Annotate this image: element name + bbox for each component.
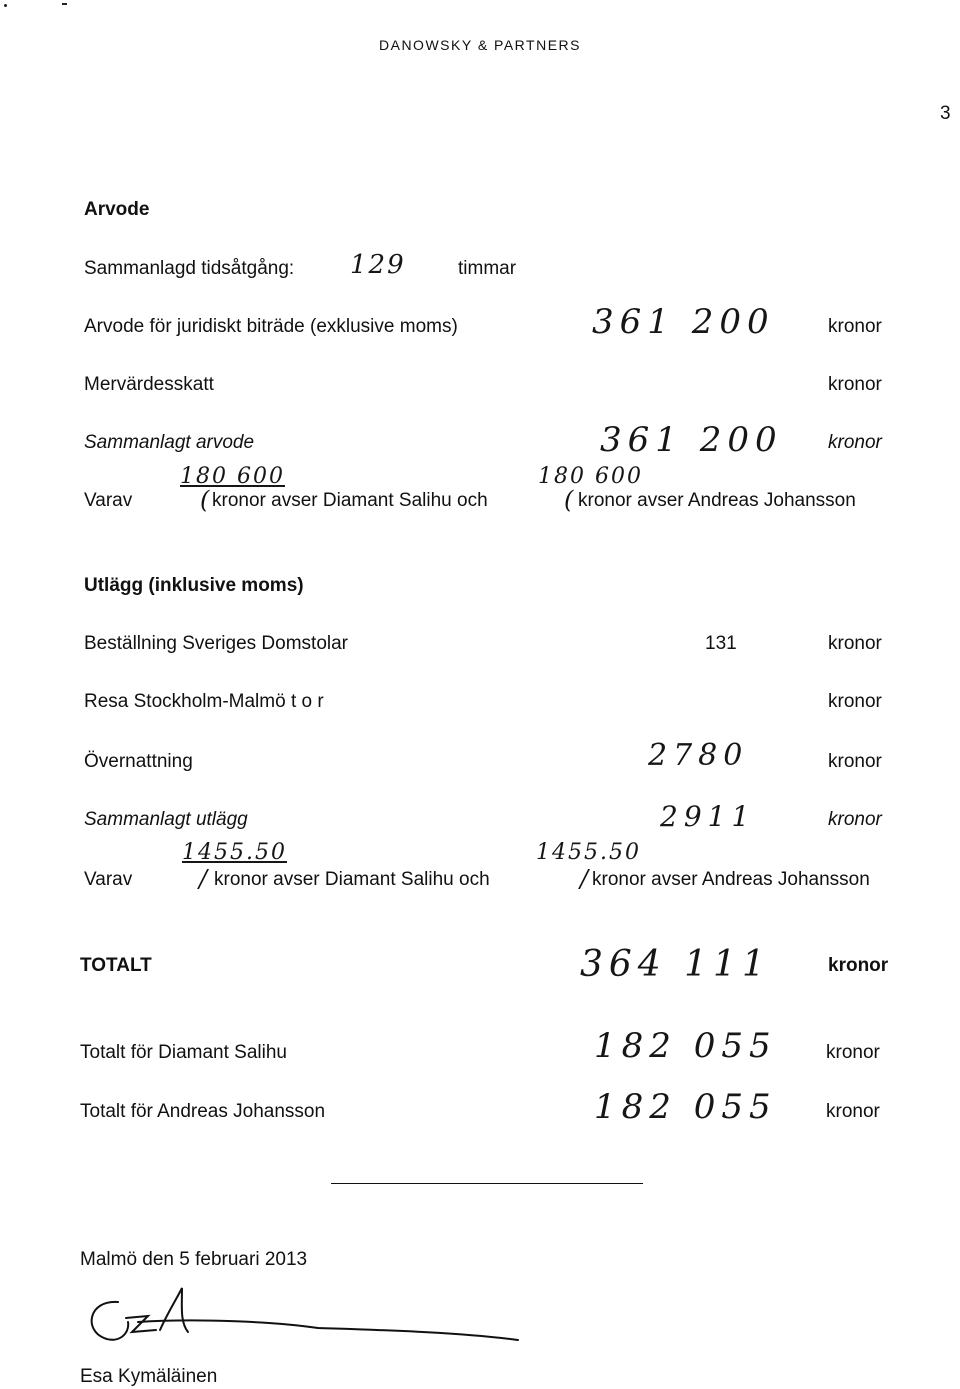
arvode-split-2-text: kronor avser Andreas Johansson [578, 490, 856, 511]
arvode-total-label: Sammanlagt arvode [84, 432, 255, 453]
vat-label: Mervärdesskatt [84, 374, 214, 395]
person-2-total-value: 182 055 [594, 1087, 777, 1127]
person-2-total-currency: kronor [826, 1101, 880, 1122]
paren-mark: ( [564, 486, 574, 514]
fee-value: 361 200 [592, 302, 775, 342]
night-currency: kronor [828, 751, 882, 772]
signature [78, 1282, 538, 1362]
fee-currency: kronor [828, 316, 882, 337]
person-1-total-label: Totalt för Diamant Salihu [80, 1042, 287, 1063]
utlagg-total-value: 2911 [660, 800, 756, 833]
grand-total-currency: kronor [828, 955, 889, 976]
utlagg-split-2-text: kronor avser Andreas Johansson [592, 869, 870, 890]
company-header: DANOWSKY & PARTNERS [379, 37, 581, 53]
person-1-total-currency: kronor [826, 1042, 880, 1063]
arvode-total-value: 361 200 [600, 420, 783, 460]
travel-currency: kronor [828, 691, 882, 712]
signer-name: Esa Kymäläinen [80, 1366, 218, 1387]
scan-mark [62, 3, 67, 5]
hours-unit: timmar [458, 258, 517, 279]
utlagg-heading: Utlägg (inklusive moms) [84, 575, 304, 596]
grand-total-label: TOTALT [80, 955, 152, 976]
grand-total-value: 364 111 [580, 944, 771, 985]
arvode-heading: Arvode [84, 199, 150, 220]
night-value: 2780 [648, 738, 749, 773]
scan-mark [4, 4, 7, 7]
night-label: Övernattning [84, 751, 193, 772]
paren-mark: / [580, 865, 589, 893]
utlagg-varav-label: Varav [84, 869, 133, 890]
utlagg-total-currency: kronor [828, 809, 882, 830]
order-currency: kronor [828, 633, 882, 654]
utlagg-split-1-text: kronor avser Diamant Salihu och [214, 869, 490, 890]
arvode-total-currency: kronor [828, 432, 882, 453]
order-value: 131 [705, 633, 737, 654]
vat-currency: kronor [828, 374, 882, 395]
hours-label: Sammanlagd tidsåtgång: [84, 258, 295, 279]
utlagg-total-label: Sammanlagt utlägg [84, 809, 248, 830]
utlagg-split-2-value: 1455.50 [536, 840, 641, 865]
person-2-total-label: Totalt för Andreas Johansson [80, 1101, 326, 1122]
fee-label: Arvode för juridiskt biträde (exklusive moms) [84, 316, 458, 337]
utlagg-split-1-value: 1455.50 [182, 840, 287, 865]
paren-mark: / [199, 865, 208, 893]
arvode-varav-label: Varav [84, 490, 133, 511]
paren-mark: ( [200, 486, 210, 514]
page-number: 3 [940, 103, 951, 124]
place-date: Malmö den 5 februari 2013 [80, 1249, 308, 1270]
person-1-total-value: 182 055 [594, 1026, 777, 1066]
order-label: Beställning Sveriges Domstolar [84, 633, 349, 654]
arvode-split-2-value: 180 600 [538, 464, 643, 489]
arvode-split-1-value: 180 600 [180, 464, 285, 489]
hours-value: 129 [350, 250, 406, 280]
arvode-split-1-text: kronor avser Diamant Salihu och [212, 490, 488, 511]
travel-label: Resa Stockholm-Malmö t o r [84, 691, 324, 712]
divider-line [331, 1183, 643, 1184]
